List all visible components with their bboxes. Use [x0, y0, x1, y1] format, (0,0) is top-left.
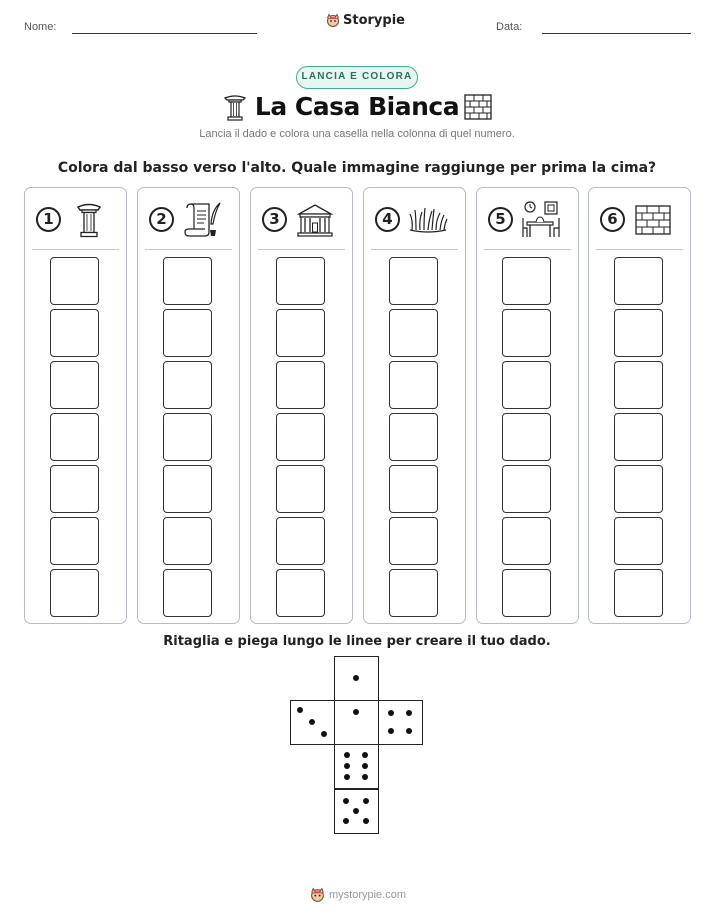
die-pip: [362, 752, 368, 758]
scroll-quill-icon: [182, 200, 222, 240]
brick-wall-icon: [464, 94, 492, 120]
grid-cell[interactable]: [276, 517, 325, 565]
grid-cell[interactable]: [50, 465, 99, 513]
storypie-mascot-icon: [326, 13, 340, 28]
die-face-5: [334, 789, 379, 834]
instruction: Colora dal basso verso l'alto. Quale immagine raggiunge per prima la cima?: [57, 160, 657, 176]
column-number: 3: [262, 207, 287, 232]
grid-cell[interactable]: [614, 361, 663, 409]
die-face-1: [334, 700, 379, 745]
grid-cell[interactable]: [389, 361, 438, 409]
grid-cell[interactable]: [502, 517, 551, 565]
grid-cell[interactable]: [163, 517, 212, 565]
date-line[interactable]: [542, 33, 691, 34]
column-pillar-icon: [69, 200, 109, 240]
grid-cell[interactable]: [389, 569, 438, 617]
die-pip: [344, 763, 350, 769]
die-pip: [297, 707, 303, 713]
grid-cell[interactable]: [276, 465, 325, 513]
grid-cell[interactable]: [163, 361, 212, 409]
column-6: [588, 187, 691, 624]
cut-instruction: Ritaglia e piega lungo le linee per creare il tuo dado.: [163, 634, 551, 649]
grid-cell[interactable]: [50, 361, 99, 409]
die-pip: [388, 728, 394, 734]
die-pip: [309, 719, 315, 725]
column-number: 1: [36, 207, 61, 232]
grid-cell[interactable]: [502, 361, 551, 409]
die-face-6: [334, 744, 379, 789]
footer-url[interactable]: mystorypie.com: [329, 889, 407, 901]
die-pip: [343, 798, 349, 804]
die-face-4: [378, 700, 423, 745]
column-number: 4: [375, 207, 400, 232]
grid-cell[interactable]: [50, 517, 99, 565]
grid-cell[interactable]: [276, 569, 325, 617]
die-pip: [362, 763, 368, 769]
column-4: [363, 187, 466, 624]
grid-cell[interactable]: [276, 257, 325, 305]
grass-icon: [408, 200, 448, 240]
brand-logo: [326, 13, 405, 28]
die-pip: [353, 808, 359, 814]
grid-cell[interactable]: [389, 413, 438, 461]
grid-cell[interactable]: [50, 413, 99, 461]
grid-cell[interactable]: [614, 257, 663, 305]
page-title: La Casa Bianca: [254, 92, 460, 121]
grid-cell[interactable]: [50, 257, 99, 305]
grid-cell[interactable]: [502, 569, 551, 617]
grid-cell[interactable]: [502, 413, 551, 461]
storypie-mascot-icon: [310, 887, 325, 903]
grid-cell[interactable]: [276, 309, 325, 357]
grid-cell[interactable]: [163, 309, 212, 357]
column-2: [137, 187, 240, 624]
die-pip: [406, 710, 412, 716]
die-pip: [321, 731, 327, 737]
grid-cell[interactable]: [276, 413, 325, 461]
subtitle: Lancia il dado e colora una casella nella colonna di quel numero.: [199, 128, 515, 140]
column-divider: [32, 249, 119, 250]
die-face-1: [334, 656, 379, 701]
grid-cell[interactable]: [614, 569, 663, 617]
grid-cell[interactable]: [389, 465, 438, 513]
grid-cell[interactable]: [614, 309, 663, 357]
column-number: 2: [149, 207, 174, 232]
name-line[interactable]: [72, 33, 257, 34]
die-pip: [406, 728, 412, 734]
grid-cell[interactable]: [163, 257, 212, 305]
die-pip: [343, 818, 349, 824]
grid-cell[interactable]: [50, 309, 99, 357]
column-divider: [371, 249, 458, 250]
brick-wall-icon: [633, 200, 673, 240]
column-5: [476, 187, 579, 624]
grid-cell[interactable]: [502, 257, 551, 305]
grid-cell[interactable]: [276, 361, 325, 409]
name-label: Nome:: [24, 21, 57, 33]
column-divider: [484, 249, 571, 250]
column-3: [250, 187, 353, 624]
grid-cell[interactable]: [614, 517, 663, 565]
grid-cell[interactable]: [163, 413, 212, 461]
die-face-3: [290, 700, 335, 745]
column-divider: [258, 249, 345, 250]
grid-cell[interactable]: [614, 465, 663, 513]
grid-cell[interactable]: [389, 309, 438, 357]
date-label: Data:: [496, 21, 523, 33]
grid-cell[interactable]: [502, 465, 551, 513]
clock-table-icon: [521, 200, 561, 240]
die-pip: [344, 774, 350, 780]
die-pip: [344, 752, 350, 758]
grid-cell[interactable]: [50, 569, 99, 617]
die-pip: [388, 710, 394, 716]
column-divider: [596, 249, 683, 250]
die-pip: [363, 798, 369, 804]
die-pip: [362, 774, 368, 780]
grid-cell[interactable]: [163, 569, 212, 617]
brand-name: Storypie: [343, 13, 405, 28]
grid-cell[interactable]: [502, 309, 551, 357]
column-number: 6: [600, 207, 625, 232]
grid-cell[interactable]: [614, 413, 663, 461]
grid-cell[interactable]: [389, 257, 438, 305]
grid-cell[interactable]: [163, 465, 212, 513]
die-pip: [363, 818, 369, 824]
column-1: [24, 187, 127, 624]
activity-badge: LANCIA E COLORA: [296, 66, 418, 89]
column-number: 5: [488, 207, 513, 232]
die-pip: [353, 709, 359, 715]
column-divider: [145, 249, 232, 250]
white-house-icon: [295, 200, 335, 240]
die-pip: [353, 675, 359, 681]
footer: [310, 887, 406, 903]
grid-cell[interactable]: [389, 517, 438, 565]
